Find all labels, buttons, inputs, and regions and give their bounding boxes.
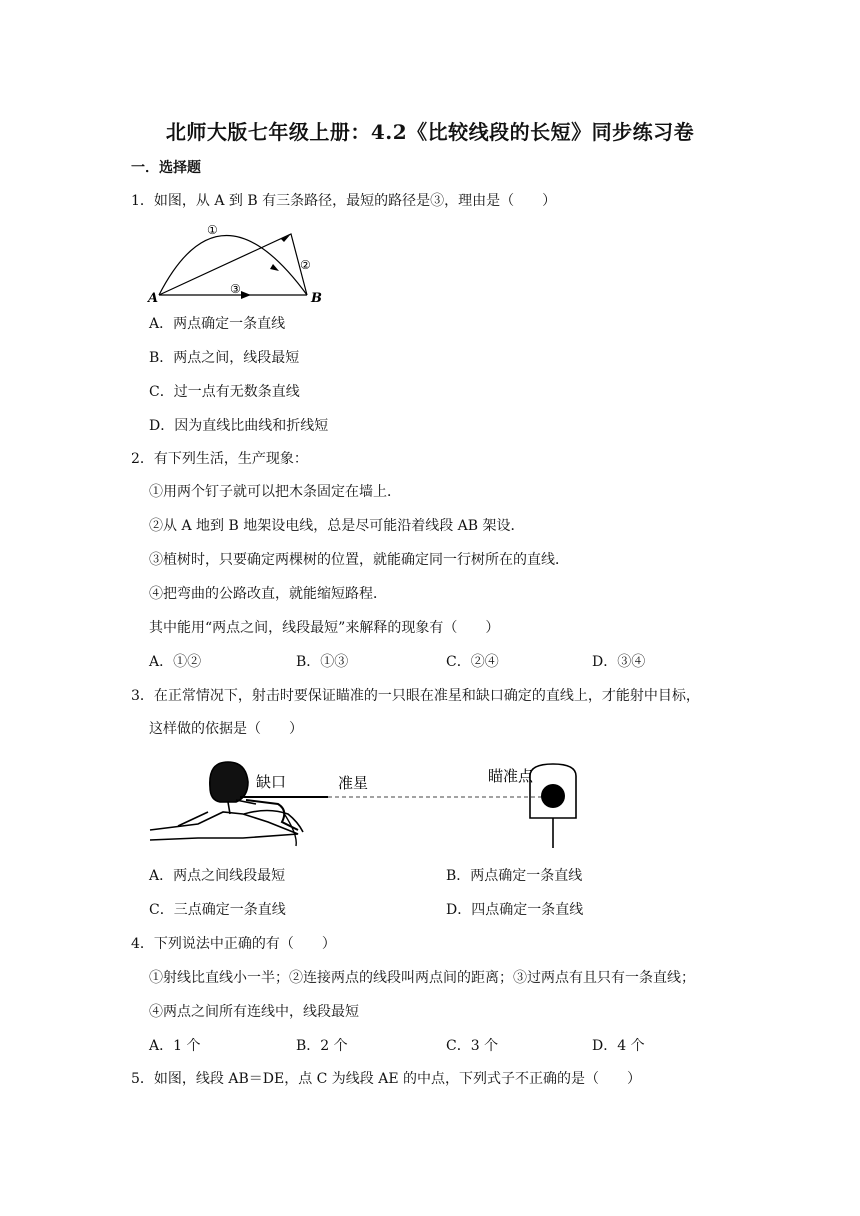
q1-option-b[interactable]: B．两点之间，线段最短	[149, 350, 300, 366]
q2-stem: 2．有下列生活，生产现象：	[131, 451, 308, 467]
q5-stem: 5．如图，线段 AB＝DE，点 C 为线段 AE 的中点，下列式子不正确的是（ ）	[131, 1071, 642, 1087]
page-title: 北师大版七年级上册：4.2《比较线段的长短》同步练习卷	[165, 120, 695, 144]
q2-item-3: ③植树时，只要确定两棵树的位置，就能确定同一行树所在的直线．	[149, 552, 569, 568]
q3-label-notch: 缺口	[256, 773, 287, 791]
q4-option-a[interactable]: A．1 个	[149, 1038, 201, 1054]
q2-option-d[interactable]: D．③④	[592, 654, 646, 670]
q1-option-a[interactable]: A．两点确定一条直线	[149, 316, 286, 332]
q1-point-a: A	[148, 291, 159, 306]
q2-question: 其中能用“两点之间，线段最短”来解释的现象有（ ）	[149, 620, 500, 636]
rifle-drawing	[240, 797, 328, 846]
q2-item-1: ①用两个钉子就可以把木条固定在墙上．	[149, 484, 401, 500]
q3-stem-line1: 3．在正常情况下，射击时要保证瞄准的一只眼在准星和缺口确定的直线上，才能射中目标，	[131, 688, 700, 704]
q1-label-path1: ①	[207, 223, 218, 237]
q3-figure	[148, 752, 598, 852]
q3-option-a[interactable]: A．两点之间线段最短	[149, 868, 286, 884]
q3-label-aim: 瞄准点	[488, 767, 534, 785]
q3-option-d[interactable]: D．四点确定一条直线	[446, 902, 584, 918]
q1-option-c[interactable]: C．过一点有无数条直线	[149, 384, 300, 400]
q3-option-b[interactable]: B．两点确定一条直线	[446, 868, 583, 884]
q2-option-a[interactable]: A．①②	[149, 654, 202, 670]
q3-stem-line2: 这样做的依据是（ ）	[149, 721, 303, 737]
q2-option-c[interactable]: C．②④	[446, 654, 499, 670]
section-heading: 一．选择题	[131, 160, 201, 176]
q1-path3-arrow	[241, 291, 251, 299]
q3-label-sight: 准星	[338, 774, 369, 792]
q4-option-b[interactable]: B．2 个	[296, 1038, 348, 1054]
q1-stem: 1．如图，从 A 到 B 有三条路径，最短的路径是③，理由是（ ）	[131, 193, 557, 209]
q4-stem: 4．下列说法中正确的有（ ）	[131, 936, 336, 952]
q1-label-path2: ②	[300, 258, 311, 272]
q1-label-path3: ③	[230, 282, 241, 296]
q4-line1: ①射线比直线小一半；②连接两点的线段叫两点间的距离；③过两点有且只有一条直线；	[149, 970, 695, 986]
q1-path1-arrow	[270, 264, 279, 271]
q1-figure	[145, 216, 345, 306]
q4-option-c[interactable]: C．3 个	[446, 1038, 499, 1054]
q4-line2: ④两点之间所有连线中，线段最短	[149, 1004, 359, 1020]
q4-option-d[interactable]: D．4 个	[592, 1038, 645, 1054]
target-drawing	[530, 764, 576, 848]
q2-item-2: ②从 A 地到 B 地架设电线，总是尽可能沿着线段 AB 架设．	[149, 518, 525, 534]
q3-option-c[interactable]: C．三点确定一条直线	[149, 902, 286, 918]
q2-item-4: ④把弯曲的公路改直，就能缩短路程．	[149, 586, 387, 602]
q2-option-b[interactable]: B．①③	[296, 654, 349, 670]
q1-option-d[interactable]: D．因为直线比曲线和折线短	[149, 418, 329, 434]
q1-point-b: B	[311, 291, 322, 306]
